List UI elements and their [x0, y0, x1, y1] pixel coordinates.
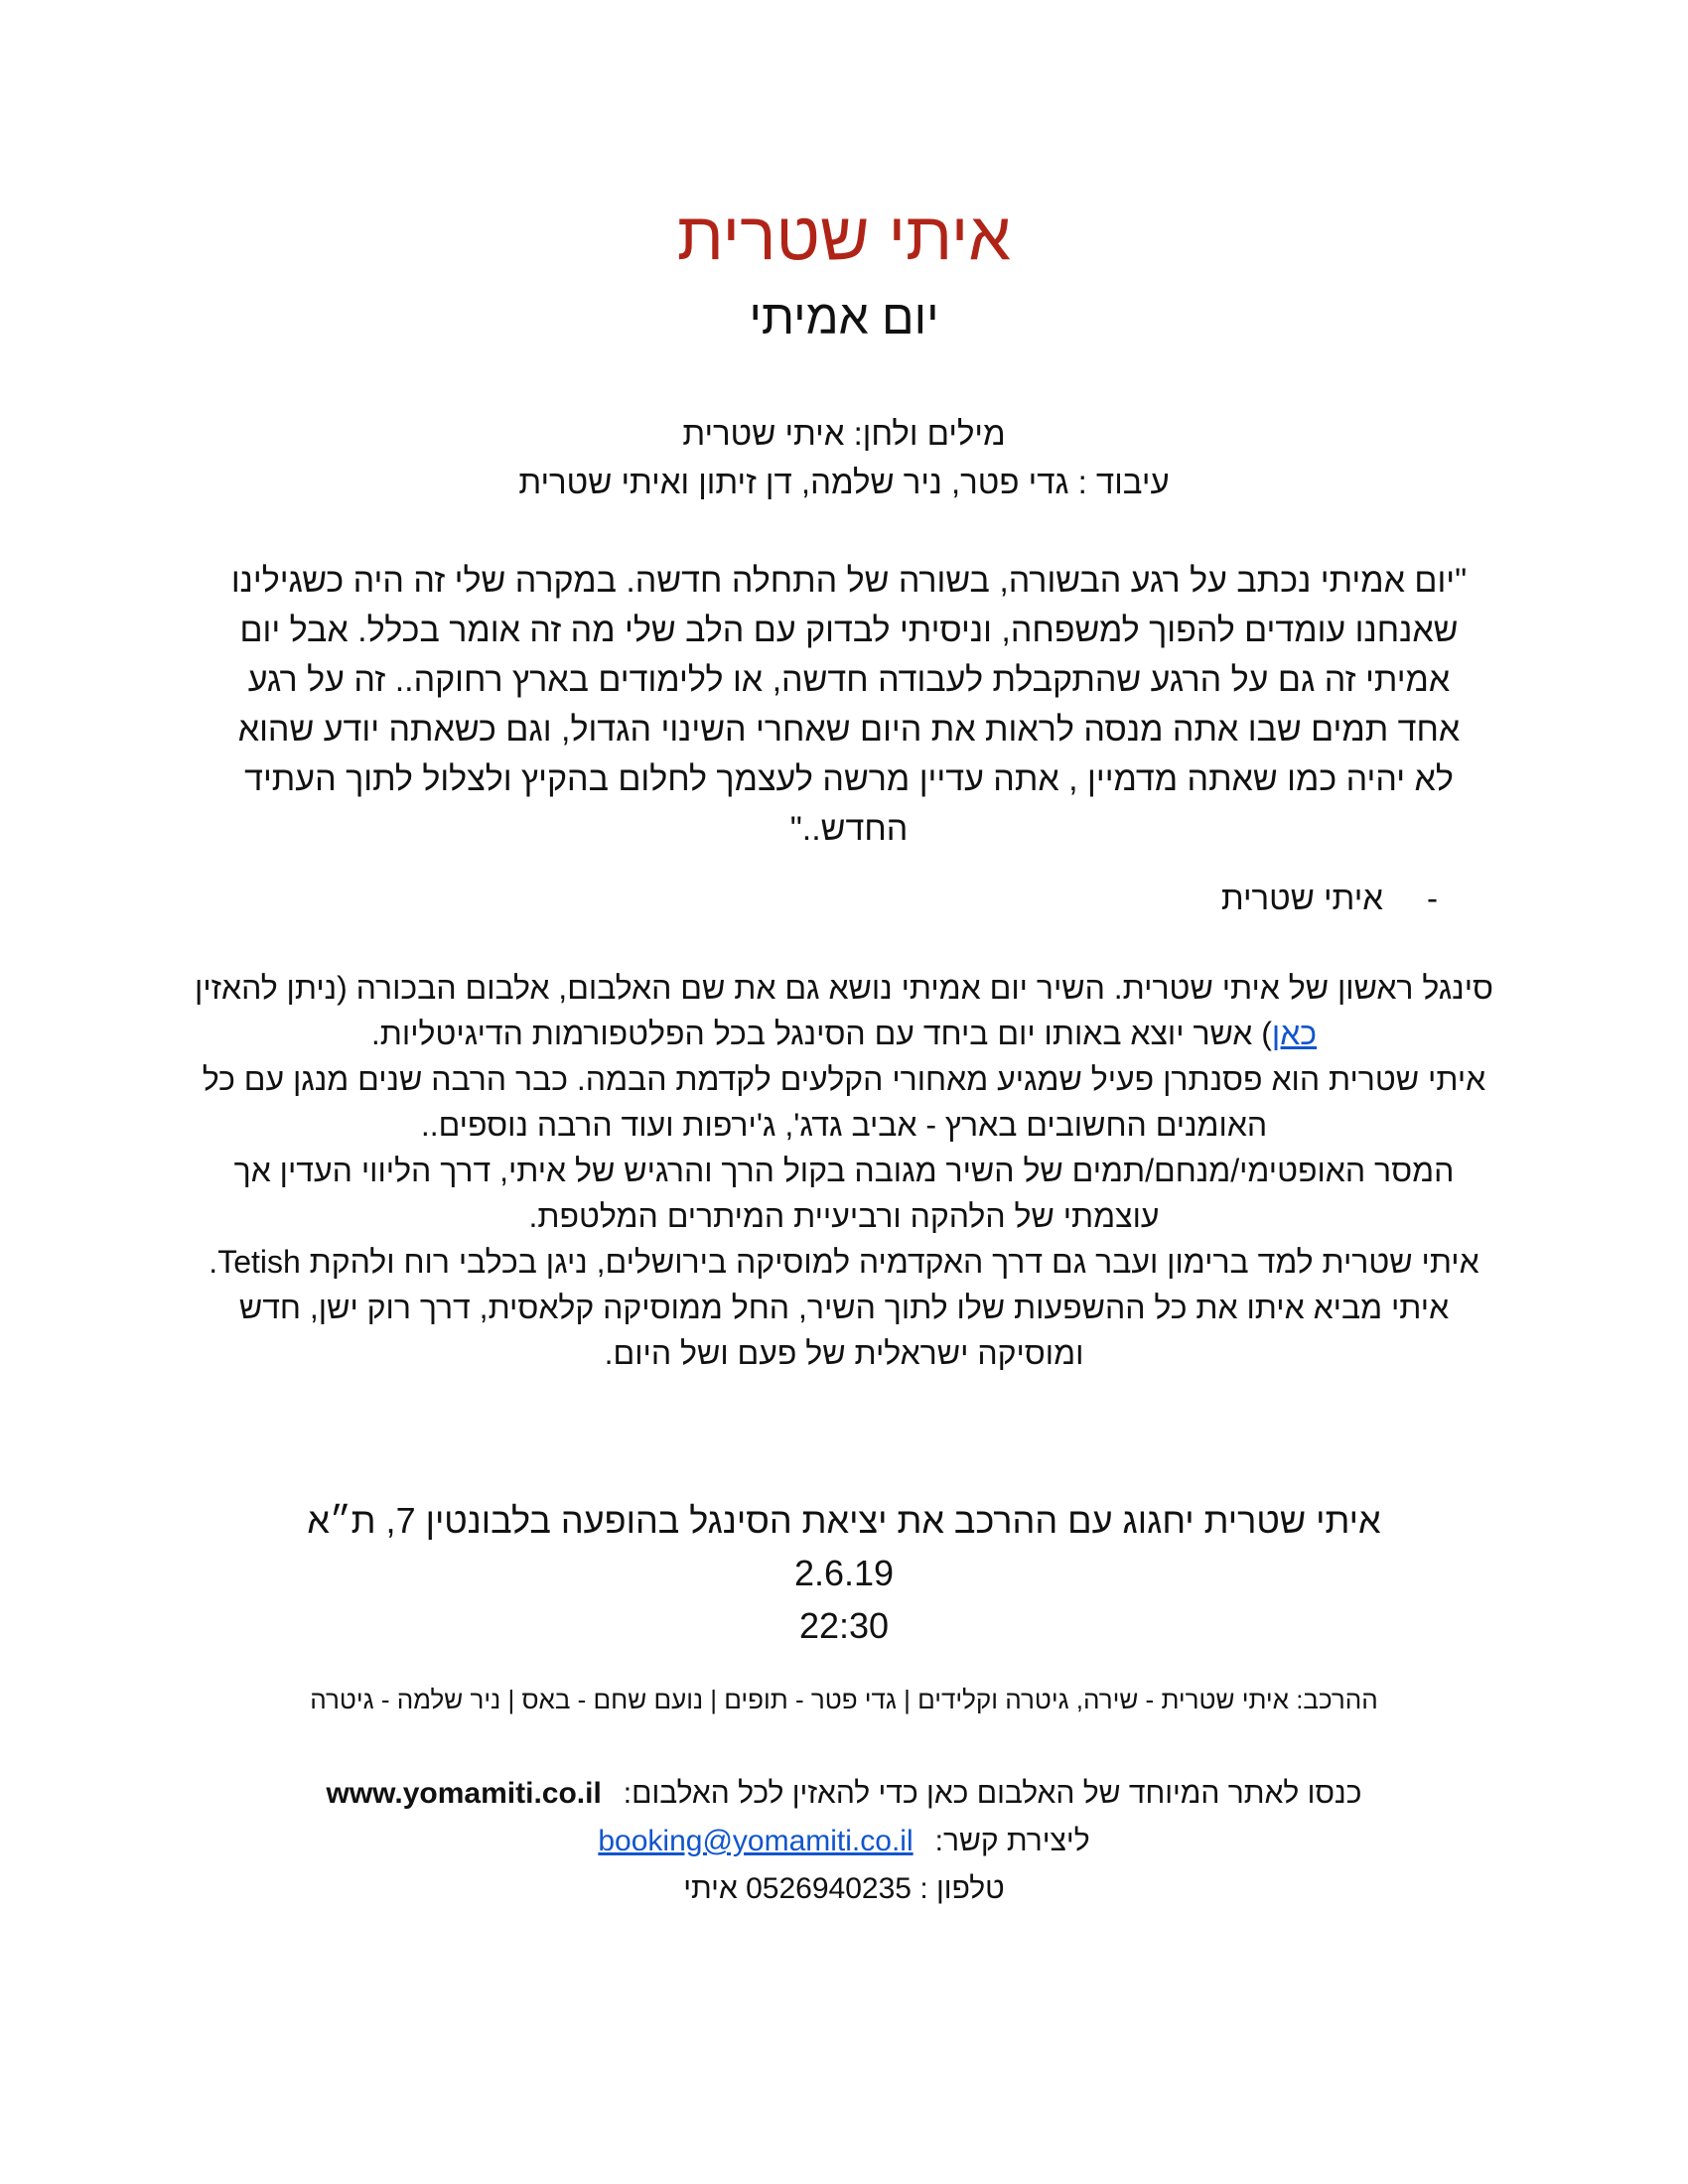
bio-paragraph: איתי מביא איתו את כל ההשפעות שלו לתוך השיר, החל ממוסיקה קלאסית, דרך רוק ישן, חדש ומוסיקה ישראלית של פעם ושל היום. [238, 1290, 1450, 1371]
listen-link[interactable]: כאן [1271, 1016, 1318, 1051]
quote-author: איתי שטרית [1220, 880, 1383, 916]
arrangement-credit: עיבוד : גדי פטר, ניר שלמה, דן זיתון ואיתי שטרית [518, 464, 1170, 500]
email-label: ליצירת קשר: [934, 1825, 1090, 1857]
album-site-url[interactable]: www.yomamiti.co.il [326, 1777, 602, 1810]
artist-quote: "יום אמיתי נכתב על רגע הבשורה, בשורה של התחלה חדשה. במקרה שלי זה היה כשגילינו שאנחנו עומדים להפוך למשפחה, וניסיתי לבדוק עם הלב שלי מה זה אומר בכלל. אבל יום אמיתי זה גם על הרגע שהתקבלת לעבודה חדשה, או ללימודים בארץ רחוקה.. זה על רגע אחד תמים שבו אתה מנסה לראות את היום שאחרי השינוי הגדול, וגם כשאתה יודע שהוא לא יהיה כמו שאתה מדמיין , אתה עדיין מרשה לעצמך לחלום בהקיץ ולצלול לתוך העתיד החדש.." [230, 562, 1468, 848]
bio-text: סינגל ראשון של איתי שטרית. השיר יום אמיתי נושא גם את שם האלבום, אלבום הבכורה (ניתן להאזין [195, 970, 1493, 1006]
phone-line: טלפון : 0526940235 איתי [683, 1872, 1005, 1905]
album-site-line [0, 1770, 1688, 1818]
quote-attribution [1221, 874, 1438, 923]
quote-dash: - [1427, 880, 1438, 916]
ensemble-lineup: ההרכב: איתי שטרית - שירה, גיטרה וקלידים | גדי פטר - תופים | נועם שחם - באס | ניר שלמה - גיטרה [310, 1685, 1378, 1714]
contact-info [0, 1770, 1688, 1913]
song-credits [0, 409, 1688, 506]
song-title: יום אמיתי [749, 292, 939, 344]
email-line [0, 1818, 1688, 1865]
album-site-label: כנסו לאתר המיוחד של האלבום כאן כדי להאזין לכל האלבום: [623, 1777, 1362, 1810]
event-announcement: איתי שטרית יחגוג עם ההרכב את יציאת הסינגל בהופעה בלבונטין 7, ת״א [307, 1500, 1381, 1541]
lyrics-music-credit: מילים ולחן: איתי שטרית [682, 415, 1006, 452]
bio-paragraph: המסר האופטימי/מנחם/תמים של השיר מגובה בקול הרך והרגיש של איתי, דרך הליווי העדין אך עוצמתי של הלהקה ורביעיית המיתרים המלטפת. [233, 1153, 1455, 1234]
artist-bio [184, 965, 1504, 1376]
bio-text: ) אשר יוצא באותו יום ביחד עם הסינגל בכל הפלטפורמות הדיגיטליות. [370, 1016, 1272, 1051]
event-time: 22:30 [798, 1605, 890, 1646]
booking-email-link[interactable]: booking@yomamiti.co.il [598, 1825, 914, 1857]
bio-paragraph: איתי שטרית למד ברימון ועבר גם דרך האקדמיה למוסיקה בירושלים, ניגן בכלבי רוח ולהקת Tetish. [209, 1244, 1479, 1280]
bio-paragraph: איתי שטרית הוא פסנתרן פעיל שמגיע מאחורי הקלעים לקדמת הבמה. כבר הרבה שנים מנגן עם כל האומנים החשובים בארץ - אביב גדג', ג'ירפות ועוד הרבה נוספים.. [202, 1061, 1486, 1143]
event-date: 2.6.19 [793, 1553, 895, 1593]
bio-paragraph [184, 965, 1504, 1056]
launch-event [0, 1494, 1688, 1652]
artist-title: איתי שטרית [676, 199, 1012, 274]
